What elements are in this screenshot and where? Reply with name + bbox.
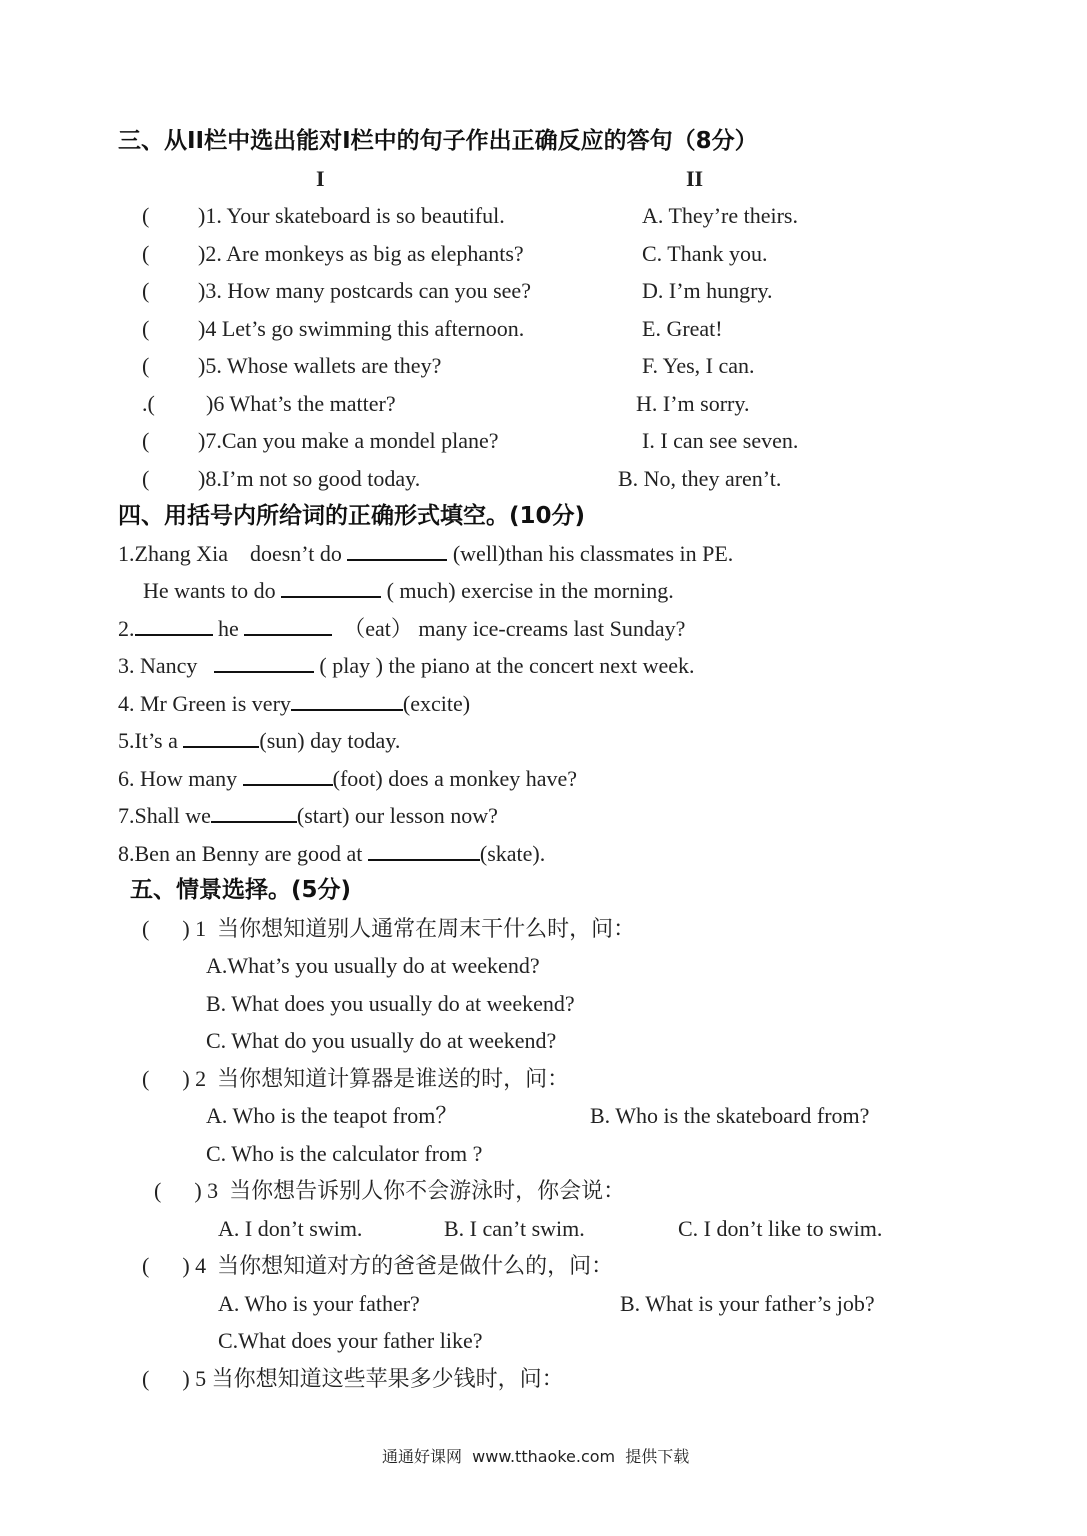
answer-paren[interactable]: ( (142, 428, 150, 453)
column-ii-header: II (686, 166, 704, 191)
section4-title: 四、用括号内所给词的正确形式填空。(10分) (118, 503, 586, 529)
fill-text: （eat） many ice-creams last Sunday? (332, 616, 686, 641)
matching-question: )2. Are monkeys as big as elephants? (198, 241, 524, 266)
fill-text: 1.Zhang Xia doesn’t do (118, 541, 348, 566)
matching-question: )1. Your skateboard is so beautiful. (198, 203, 505, 228)
option-4b[interactable]: B. What is your father’s job? (620, 1291, 875, 1316)
answer-paren[interactable]: .( (142, 391, 155, 416)
answer-blank[interactable] (135, 616, 213, 636)
scenario-question-5: ( ) 5 当你想知道这些苹果多少钱时，问： (142, 1366, 564, 1391)
fill-text: 5.It’s a (118, 728, 184, 753)
fill-text: 4. Mr Green is very (118, 691, 291, 716)
matching-question: )7.Can you make a mondel plane? (198, 428, 499, 453)
option-4a[interactable]: A. Who is your father? (218, 1291, 420, 1316)
answer-blank[interactable] (214, 653, 314, 673)
matching-answer: I. I can see seven. (642, 428, 799, 453)
option-1a[interactable]: A.What’s you usually do at weekend? (206, 953, 540, 978)
answer-blank[interactable] (244, 616, 332, 636)
matching-answer: C. Thank you. (642, 241, 768, 266)
option-2c[interactable]: C. Who is the calculator from ? (206, 1141, 483, 1166)
matching-question: )4 Let’s go swimming this afternoon. (198, 316, 525, 341)
fill-text: he (212, 616, 245, 641)
fill-item-8 (118, 841, 545, 867)
fill-item-7 (118, 803, 498, 829)
fill-item-4 (118, 691, 470, 717)
matching-answer: D. I’m hungry. (642, 278, 773, 303)
scenario-question-1: ( ) 1 当你想知道别人通常在周末干什么时，问： (142, 916, 636, 941)
answer-paren[interactable]: ( (142, 353, 150, 378)
answer-blank[interactable] (243, 766, 333, 786)
matching-question: )3. How many postcards can you see? (198, 278, 531, 303)
answer-paren[interactable]: ( (142, 466, 150, 491)
answer-paren[interactable]: ( (142, 241, 150, 266)
answer-blank[interactable] (347, 541, 447, 561)
fill-item-2 (118, 616, 685, 642)
fill-text: 2. (118, 616, 135, 641)
answer-paren[interactable]: ( (142, 316, 150, 341)
fill-text: (excite) (402, 691, 471, 716)
answer-blank[interactable] (368, 841, 480, 861)
fill-text: (well)than his classmates in PE. (447, 541, 734, 566)
answer-paren[interactable]: ( (142, 278, 150, 303)
fill-text: (skate). (479, 841, 546, 866)
answer-blank[interactable] (291, 691, 403, 711)
matching-answer: F. Yes, I can. (642, 353, 755, 378)
scenario-question-2: ( ) 2 当你想知道计算器是谁送的时，问： (142, 1066, 570, 1091)
answer-blank[interactable] (281, 578, 381, 598)
matching-question: )5. Whose wallets are they? (198, 353, 442, 378)
fill-text: ( play ) the piano at the concert next week. (313, 653, 695, 678)
matching-answer: B. No, they aren’t. (618, 466, 782, 491)
option-3a[interactable]: A. I don’t swim. (218, 1216, 363, 1241)
column-i-header: I (316, 166, 325, 191)
matching-answer: H. I’m sorry. (636, 391, 750, 416)
fill-text: (start) our lesson now? (296, 803, 498, 828)
fill-text: ( much) exercise in the morning. (381, 578, 674, 603)
option-3b[interactable]: B. I can’t swim. (444, 1216, 585, 1241)
answer-paren[interactable]: ( (142, 203, 150, 228)
fill-text: (foot) does a monkey have? (332, 766, 578, 791)
fill-item-5 (118, 728, 400, 754)
fill-text: (sun) day today. (259, 728, 401, 753)
option-4c[interactable]: C.What does your father like? (218, 1328, 483, 1353)
option-2a[interactable]: A. Who is the teapot from？ (206, 1103, 458, 1128)
option-1c[interactable]: C. What do you usually do at weekend? (206, 1028, 557, 1053)
answer-blank[interactable] (183, 728, 259, 748)
scenario-question-4: ( ) 4 当你想知道对方的爸爸是做什么的，问： (142, 1253, 614, 1278)
fill-item-6 (118, 766, 577, 792)
answer-blank[interactable] (211, 803, 297, 823)
matching-answer: E. Great! (642, 316, 723, 341)
fill-item-1a (118, 541, 733, 567)
option-2b[interactable]: B. Who is the skateboard from? (590, 1103, 870, 1128)
scenario-question-3: ( ) 3 当你想告诉别人你不会游泳时，你会说： (154, 1178, 626, 1203)
fill-text: 6. How many (118, 766, 243, 791)
section5-title: 五、情景选择。(5分) (130, 877, 352, 903)
matching-question: )8.I’m not so good today. (198, 466, 421, 491)
fill-text: 7.Shall we (118, 803, 211, 828)
option-1b[interactable]: B. What does you usually do at weekend? (206, 991, 575, 1016)
fill-text: 8.Ben an Benny are good at (118, 841, 368, 866)
matching-answer: A. They’re theirs. (642, 203, 798, 228)
option-3c[interactable]: C. I don’t like to swim. (678, 1216, 883, 1241)
section3-title: 三、从II栏中选出能对I栏中的句子作出正确反应的答句（8分） (118, 128, 758, 154)
fill-item-3 (118, 653, 695, 679)
matching-question: )6 What’s the matter? (206, 391, 396, 416)
fill-text: 3. Nancy (118, 653, 214, 678)
page-footer: 通通好课网 www.tthaoke.com 提供下载 (382, 1447, 690, 1466)
fill-text: He wants to do (143, 578, 282, 603)
fill-item-1b (143, 578, 674, 604)
